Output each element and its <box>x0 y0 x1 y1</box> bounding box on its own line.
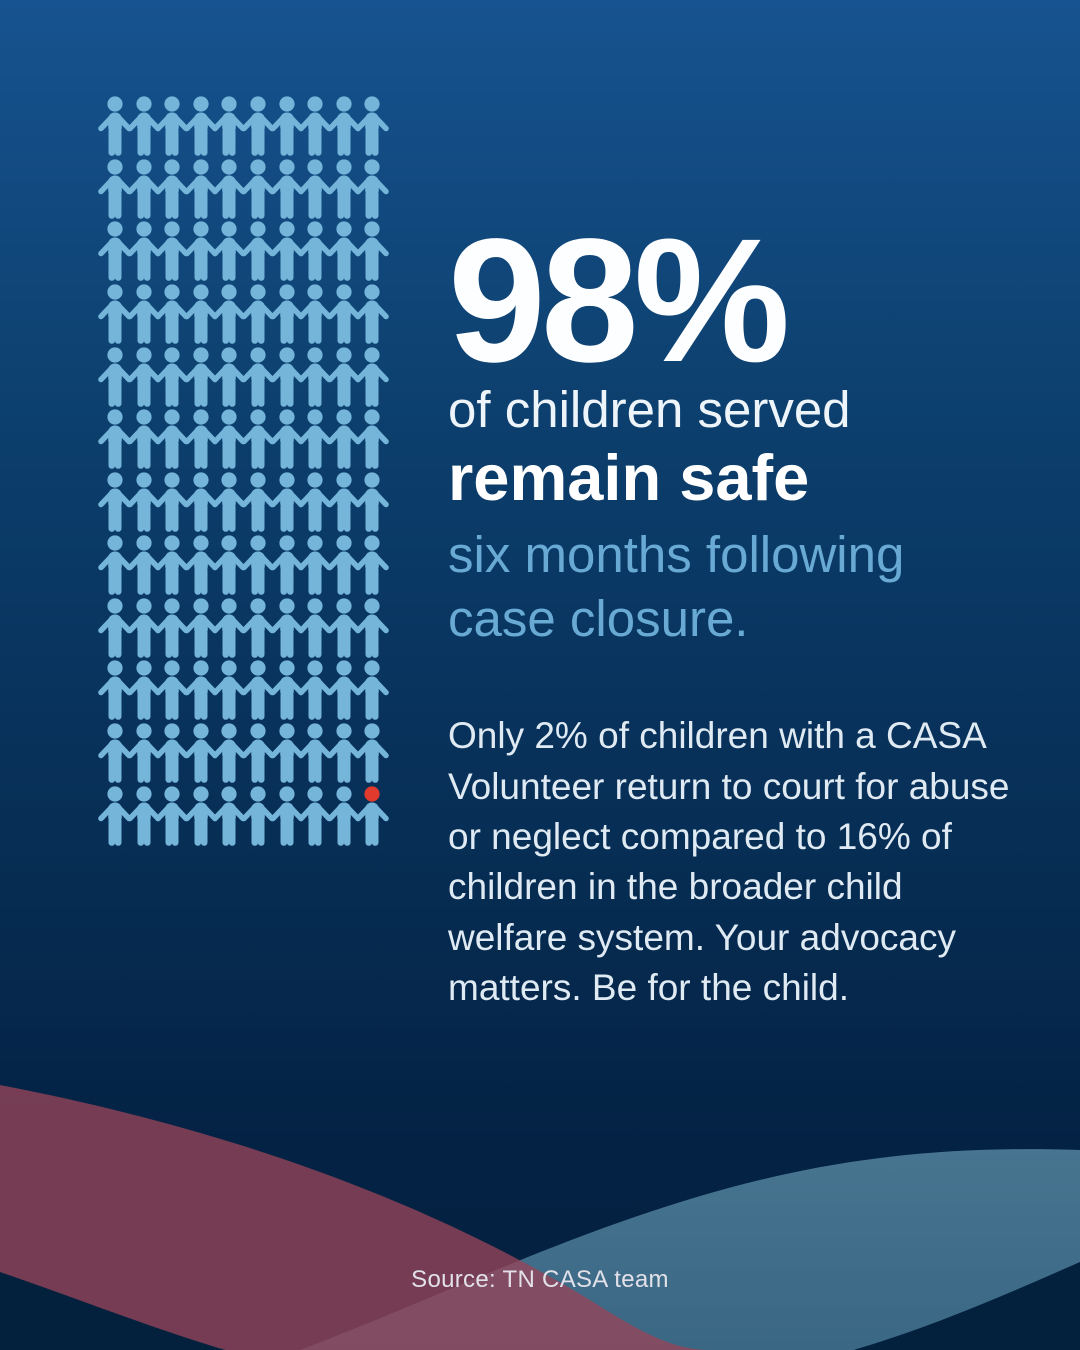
pictogram-grid <box>98 96 384 848</box>
person-icon <box>355 723 389 785</box>
pictogram-row <box>98 723 384 786</box>
pictogram-row <box>98 660 384 723</box>
text-column <box>448 203 1013 1013</box>
headline-line-4: case closure. <box>448 590 749 648</box>
headline-line-2: remain safe <box>448 441 810 515</box>
person-icon <box>355 660 389 722</box>
pictogram-row <box>98 535 384 598</box>
pictogram-row <box>98 786 384 849</box>
body-line: children in the broader child <box>448 866 903 908</box>
stat-value: 98% <box>448 203 786 399</box>
person-icon-red-head <box>355 786 389 848</box>
body-line: Volunteer return to court for abuse <box>448 765 1010 807</box>
pictogram-row <box>98 598 384 661</box>
pictogram-row <box>98 221 384 284</box>
person-icon <box>355 96 389 158</box>
pictogram-row <box>98 159 384 222</box>
pictogram-row <box>98 472 384 535</box>
body-line: Only 2% of children with a CASA <box>448 715 987 757</box>
person-icon <box>355 535 389 597</box>
pictogram-row <box>98 96 384 159</box>
body-line: matters. Be for the child. <box>448 966 850 1008</box>
body-line: welfare system. Your advocacy <box>448 916 956 958</box>
bottom-wave-decoration <box>0 1010 1080 1350</box>
person-icon <box>355 159 389 221</box>
headline-line-1: of children served <box>448 380 851 438</box>
source-credit: Source: TN CASA team <box>411 1266 669 1293</box>
person-icon <box>355 598 389 660</box>
person-icon <box>355 284 389 346</box>
body-line: or neglect compared to 16% of <box>448 815 952 857</box>
pictogram-row <box>98 409 384 472</box>
headline-line-3: six months following <box>448 525 905 583</box>
person-icon <box>355 472 389 534</box>
person-icon <box>355 409 389 471</box>
pictogram-row <box>98 347 384 410</box>
body-paragraph <box>448 711 1013 1013</box>
person-icon <box>355 347 389 409</box>
person-icon <box>355 221 389 283</box>
pictogram-row <box>98 284 384 347</box>
